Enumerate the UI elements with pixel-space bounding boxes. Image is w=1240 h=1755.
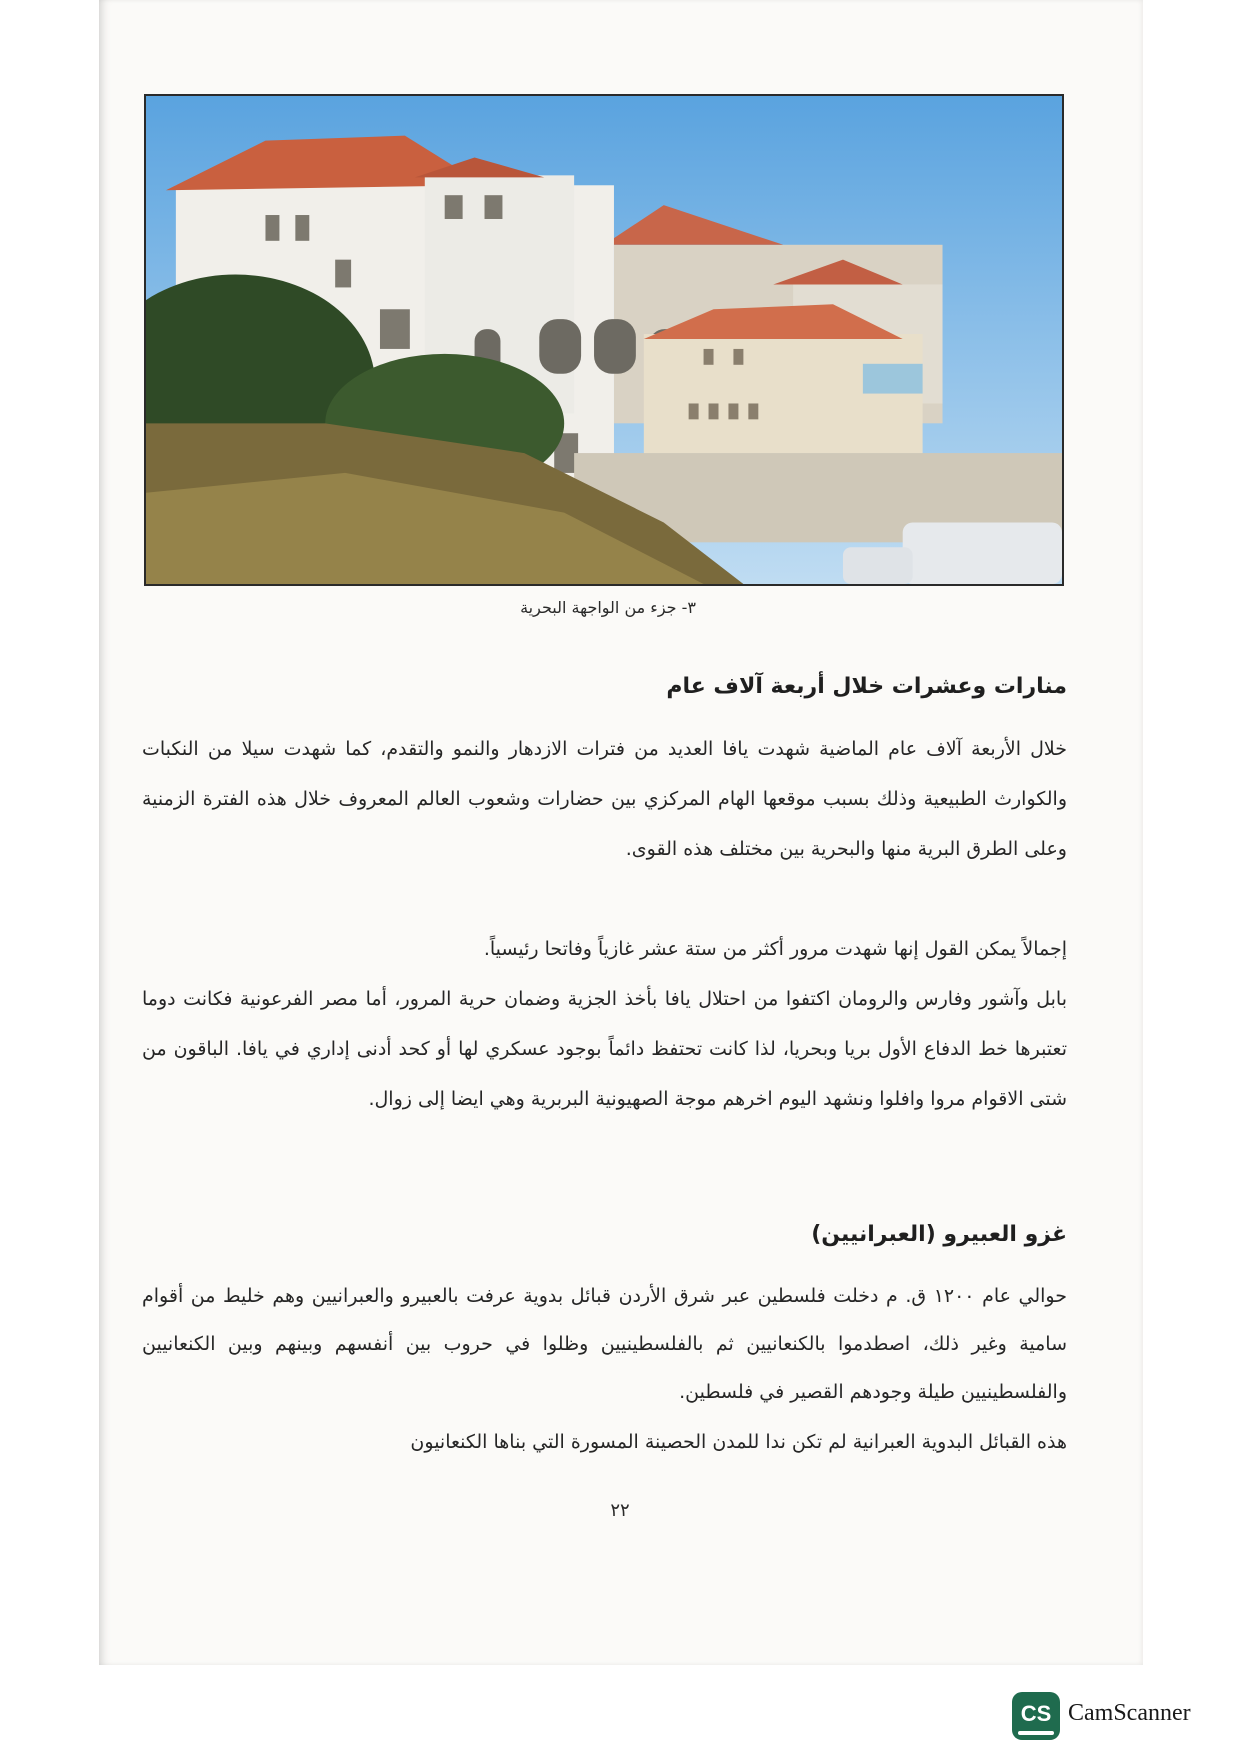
paragraph-history: خلال الأربعة آلاف عام الماضية شهدت يافا العديد من فترات الازدهار والنمو والتقدم، كما شهدت سيلا من النكبات والكوارث الطبيعية وذلك بسبب موقعها الهام المركزي بين حضارات وشعوب العالم المعروف خلال هذه الفترة الزمنية وعلى الطرق البرية منها والبحرية بين مختلف هذه القوى. — [142, 738, 1067, 860]
page-number: ٢٢ — [610, 1500, 630, 1521]
paragraph-empires: بابل وآشور وفارس والرومان اكتفوا من احتلال يافا بأخذ الجزية وضمان حرية المرور، أما مصر الفرعونية فكانت دوما تعتبرها خط الدفاع الأول بريا وبحريا، لذا كانت تحتفظ دائماً بوجود عسكري لها أو كحد أدنى إداري في يافا. الباقون من شتى الاقوام مروا وافلوا ونشهد اليوم اخرهم موجة الصهيونية البربرية وهي ايضا إلى زوال. — [142, 988, 1067, 1110]
building-photo — [144, 94, 1064, 586]
paragraph-conquerors: إجمالاً يمكن القول إنها شهدت مرور أكثر من ستة عشر غازياً وفاتحا رئيسياً. — [483, 938, 1067, 960]
camscanner-brand: CamScanner — [1068, 1700, 1191, 1726]
section-heading-hebrews: غزو العبيرو (العبرانيين) — [811, 1222, 1067, 1247]
camscanner-watermark — [1012, 1692, 1222, 1742]
paragraph-tribes: حوالي عام ١٢٠٠ ق. م دخلت فلسطين عبر شرق الأردن قبائل بدوية عرفت بالعبيرو والعبرانيين وهم خليط من أقوام سامية وغير ذلك، اصطدموا بالكنعانيين ثم بالفلسطينيين وظلوا في حروب بين أنفسهم وبينهم وبين الكنعانيين والفلسطينيين طيلة وجودهم القصير في فلسطين. — [142, 1285, 1067, 1403]
logo-text: CS — [1020, 1701, 1052, 1726]
section-heading-lighthouses: منارات وعشرات خلال أربعة آلاف عام — [666, 674, 1067, 699]
figure-caption: ٣- جزء من الواجهة البحرية — [520, 598, 696, 617]
camscanner-logo-icon — [1012, 1692, 1060, 1740]
seafront-buildings-image — [146, 96, 1062, 584]
paragraph-fortified-cities: هذه القبائل البدوية العبرانية لم تكن ندا للمدن الحصينة المسورة التي بناها الكنعانيون — [410, 1431, 1067, 1453]
